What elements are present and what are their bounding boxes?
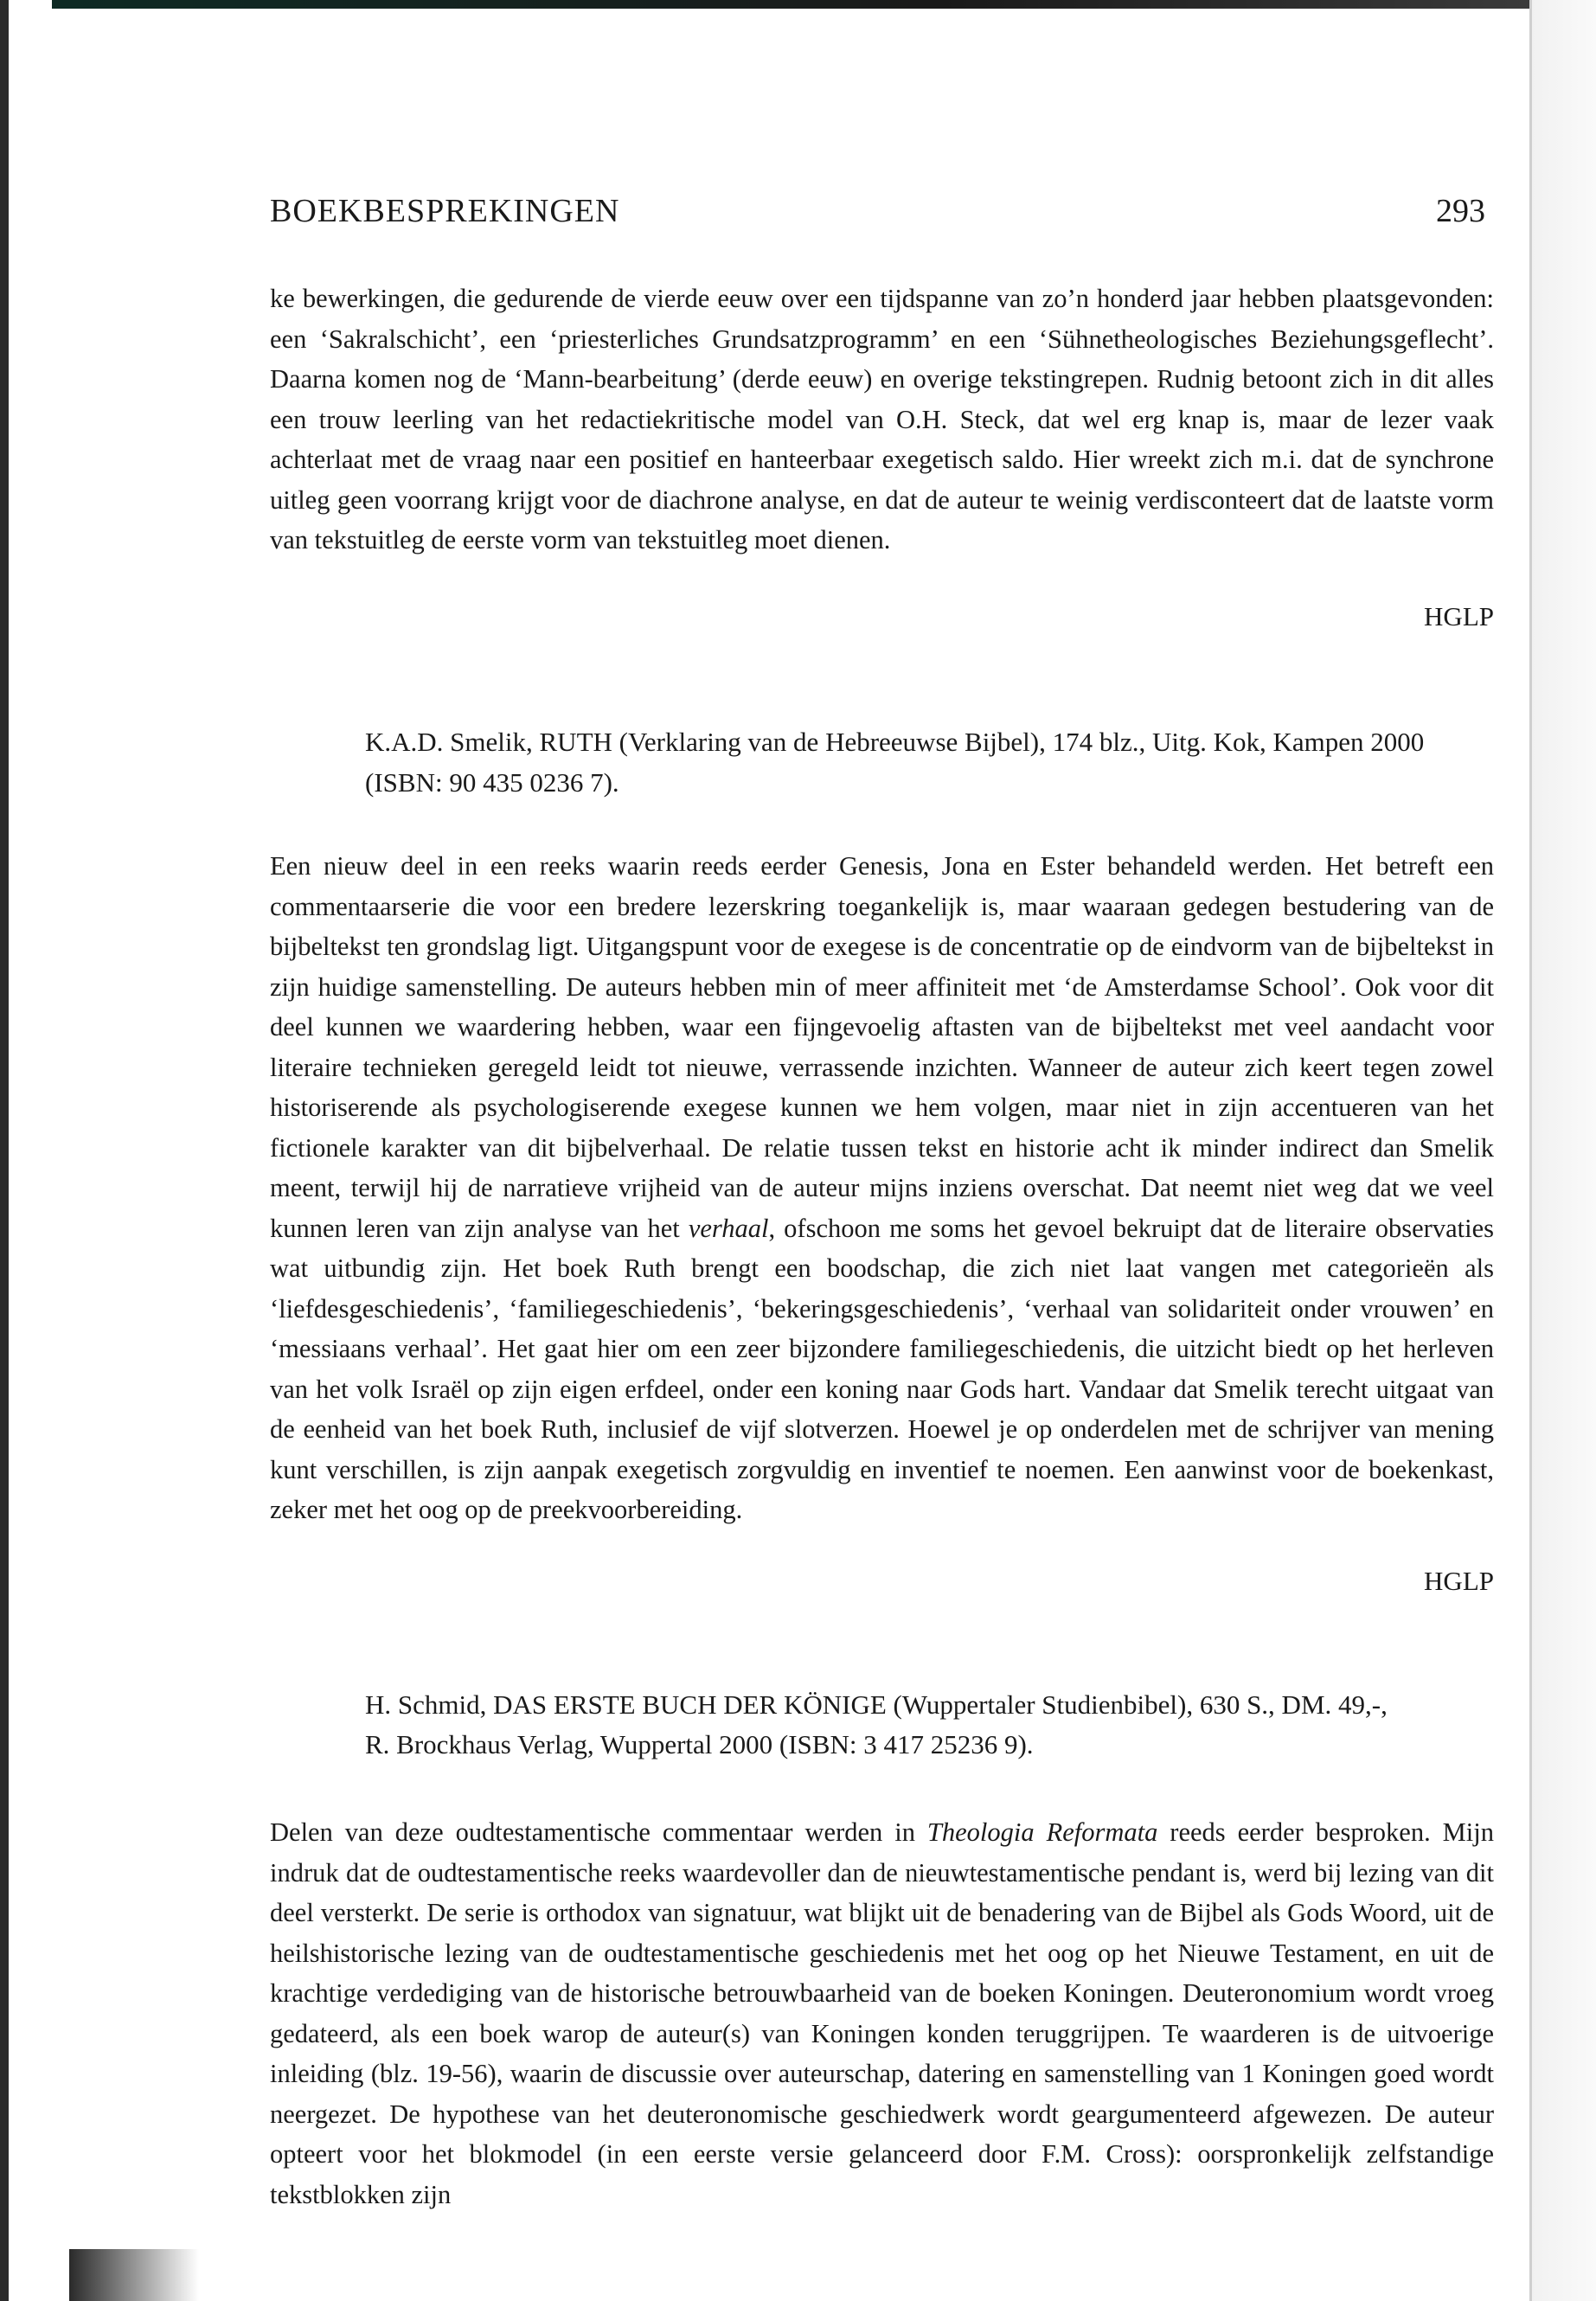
review-1-signature: HGLP — [1424, 601, 1494, 631]
page-number: 293 — [1436, 193, 1485, 229]
review-2-text-part1: Een nieuw deel in een reeks waarin reeds eerder Genesis, Jona en Ester behandeld werden. Het betreft een commentaarserie die voor een bredere lezerskring toegankelijk is, maar waaraan gedegen bestudering van de bijbeltekst ten grondslag ligt. Uitgangspunt voor de exegese is de concentratie op de eindvorm van de bijbeltekst in zijn huidige samenstelling. De auteurs hebben min of meer affiniteit met ‘de Amsterdamse School’. Ook voor dit deel kunnen we waardering hebben, waar een fijngevoelig aftasten van de bijbeltekst met veel aandacht voor literaire technieken geregeld leidt tot nieuwe, verrassende inzichten. Wanneer de auteur zich keert tegen zowel historiserende als psychologiserende exegese kunnen we hem volgen, maar niet in zijn accentueren van het fictionele karakter van dit bijbelverhaal. De relatie tussen tekst en historie acht ik minder indirect dan Smelik meent, terwijl hij de narratieve vrijheid van de auteur mijns inziens overschat. Dat neemt niet weg dat we veel kunnen leren van zijn analyse van het — [270, 851, 1494, 1243]
review-2-body — [270, 846, 1494, 1530]
review-2-citation: K.A.D. Smelik, RUTH (Verklaring van de Hebreeuwse Bijbel), 174 blz., Uitg. Kok, Kampen 2000 (ISBN: 90 435 0236 7). — [365, 727, 1425, 798]
review-3-citation-line-1: H. Schmid, DAS ERSTE BUCH DER KÖNIGE (Wuppertaler Studienbibel), 630 S., DM. 49,-, — [365, 1689, 1388, 1720]
review-3-text — [270, 1812, 1494, 2214]
review-3-journal-title: Theologia Reformata — [926, 1817, 1158, 1847]
review-2-text — [270, 846, 1494, 1530]
review-2-italic-term: verhaal — [688, 1213, 769, 1243]
review-1-text: ke bewerkingen, die gedurende de vierde eeuw over een tijdspanne van zo’n honderd jaar hebben plaatsgevonden: een ‘Sakralschicht’, een ‘priesterliches Grundsatzprogramm’ en een ‘Sühnetheologisches Beziehungsgeflecht’. Daarna komen nog de ‘Mann-bearbeitung’ (derde eeuw) en overige tekstingrepen. Rudnig betoont zich in dit alles een trouw leerling van het redactiekritische model van O.H. Steck, dat wel erg knap is, maar de lezer vaak achterlaat met de vraag naar een positief en hanteerbaar exegetisch saldo. Hier wreekt zich m.i. dat de synchrone uitleg geen voorrang krijgt voor de diachrone analyse, en dat de auteur te weinig verdisconteert dat de laatste vorm van tekstuitleg de eerste vorm van tekstuitleg moet dienen. — [270, 284, 1494, 554]
review-3-citation-line-2: R. Brockhaus Verlag, Wuppertal 2000 (ISBN: 3 417 25236 9). — [365, 1729, 1034, 1759]
running-title: BOEKBESPREKINGEN — [270, 193, 620, 229]
book-page — [69, 9, 1529, 2301]
review-1-continuation — [270, 279, 1494, 561]
scan-top-edge — [52, 0, 1531, 9]
page-edge-line — [1529, 0, 1532, 2301]
scan-dark-edge — [0, 0, 9, 2301]
scan-bottom-shadow — [69, 2249, 199, 2301]
review-3-body — [270, 1812, 1494, 2214]
review-2-text-part2: , ofschoon me soms het gevoel bekruipt dat de literaire observaties wat uitbundig zijn. Het boek Ruth brengt een boodschap, die zich niet laat vangen met categorieën als ‘liefdesgeschiedenis’, ‘familiegeschiedenis’, ‘bekeringsgeschiedenis’, ‘verhaal van solidariteit onder vrouwen’ en ‘messiaans verhaal’. Het gaat hier om een zeer bijzondere familiegeschiedenis, die uitzicht biedt op het herleven van het volk Israël op zijn eigen erfdeel, onder een koning naar Gods hart. Vandaar dat Smelik terecht uitgaat van de eenheid van het boek Ruth, inclusief de vijf slotverzen. Hoewel je op onderdelen met de schrijver van mening kunt verschillen, is zijn aanpak exegetisch zorgvuldig en inventief te noemen. Een aanwinst voor de boekenkast, zeker met het oog op de preekvoorbereiding. — [270, 1213, 1494, 1524]
review-2-signature: HGLP — [1424, 1566, 1494, 1596]
review-3-text-part2: reeds eerder besproken. Mijn indruk dat de oudtestamentische reeks waardevoller dan de nieuwtestamentische pendant is, werd bij lezing van dit deel versterkt. De serie is orthodox van signatuur, wat blijkt uit de benadering van de Bijbel als Gods Woord, uit de heilshistorische lezing van de oudtestamentische geschiedenis met het oog op het Nieuwe Testament, en uit de krachtige verdediging van de historische betrouwbaarheid van de boeken Koningen. Deuteronomium wordt vroeg gedateerd, als een boek warop de auteur(s) van Koningen konden teruggrijpen. Te waarderen is de uitvoerige inleiding (blz. 19-56), waarin de discussie over auteurschap, datering en samenstelling van 1 Koningen goed wordt neergezet. De hypothese van het deuteronomische geschiedwerk wordt geargumenteerd afgewezen. De auteur opteert voor het blokmodel (in een eerste versie gelanceerd door F.M. Cross): oorspronkelijk zelfstandige tekstblokken zijn — [270, 1817, 1494, 2209]
scan-right-edge — [1531, 0, 1596, 2301]
review-3-text-part1: Delen van deze oudtestamentische commentaar werden in — [270, 1817, 927, 1847]
scan-left-margin — [0, 0, 69, 2301]
